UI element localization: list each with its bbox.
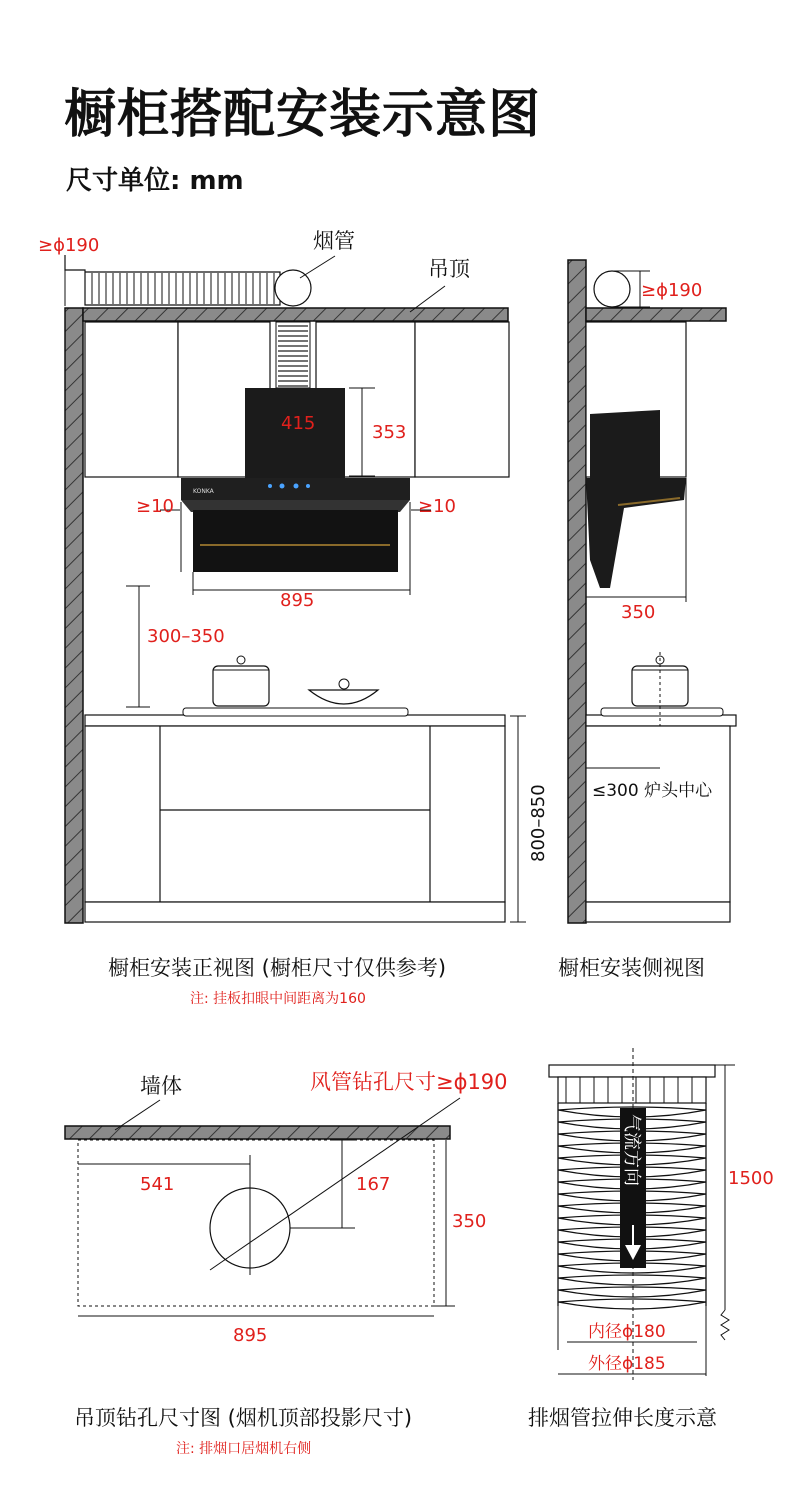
page-title: 橱柜搭配安装示意图 — [64, 85, 542, 145]
counter-height: 800–850 — [528, 784, 549, 862]
hood-width: 895 — [280, 590, 315, 611]
wok — [309, 679, 378, 704]
pipe-length: 1500 — [728, 1168, 774, 1189]
flow-label: 气流方向 — [621, 1114, 642, 1186]
hood-height-above-stove: 300–350 — [147, 626, 225, 647]
gap-left: ≥10 — [136, 496, 174, 517]
hood-inner-width: 415 — [281, 413, 316, 434]
side-view — [568, 260, 736, 923]
burner-distance: ≤300 炉头中心 — [592, 781, 713, 801]
ceiling-drill-caption: 吊顶钻孔尺寸图 (烟机顶部投影尺寸) — [74, 1406, 413, 1430]
drill-depth: 350 — [452, 1211, 487, 1232]
ceiling-drill-note: 注: 排烟口居烟机右侧 — [176, 1441, 312, 1457]
front-duct-diameter: ≥ϕ190 — [38, 235, 100, 256]
gap-right: ≥10 — [418, 496, 456, 517]
pipe-caption: 排烟管拉伸长度示意 — [528, 1406, 717, 1430]
hood-upper — [245, 388, 345, 480]
ceiling-label: 吊顶 — [428, 257, 470, 281]
drill-offset-x: 541 — [140, 1174, 175, 1195]
pipe-view — [549, 1048, 774, 1380]
front-view-caption: 橱柜安装正视图 (橱柜尺寸仅供参考) — [108, 956, 447, 980]
hood-panel — [181, 478, 410, 500]
front-duct-horizontal — [65, 255, 311, 306]
duct-label: 烟管 — [313, 229, 355, 253]
side-hood-lower — [586, 478, 686, 588]
pipe-inner-diameter: 内径ϕ180 — [588, 1322, 666, 1342]
drill-width: 895 — [233, 1325, 268, 1346]
hood-glass — [193, 510, 398, 572]
hood-height: 353 — [372, 422, 407, 443]
wall-label: 墙体 — [140, 1074, 182, 1098]
brand-logo: KONKA — [193, 488, 214, 495]
pot — [213, 656, 269, 706]
side-view-caption: 橱柜安装侧视图 — [558, 956, 705, 980]
unit-label: 尺寸单位: mm — [66, 166, 244, 196]
front-duct-vertical — [276, 322, 310, 388]
hole-label: 风管钻孔尺寸≥ϕ190 — [310, 1070, 508, 1094]
side-duct-diameter: ≥ϕ190 — [641, 280, 703, 301]
front-view — [38, 229, 549, 923]
side-depth: 350 — [621, 602, 656, 623]
pipe-outer-diameter: 外径ϕ185 — [588, 1354, 666, 1374]
ceiling-drill-view — [65, 1070, 508, 1346]
side-hood-upper — [590, 410, 660, 478]
front-view-note: 注: 挂板扣眼中间距离为160 — [190, 991, 366, 1007]
drill-offset-y: 167 — [356, 1174, 391, 1195]
